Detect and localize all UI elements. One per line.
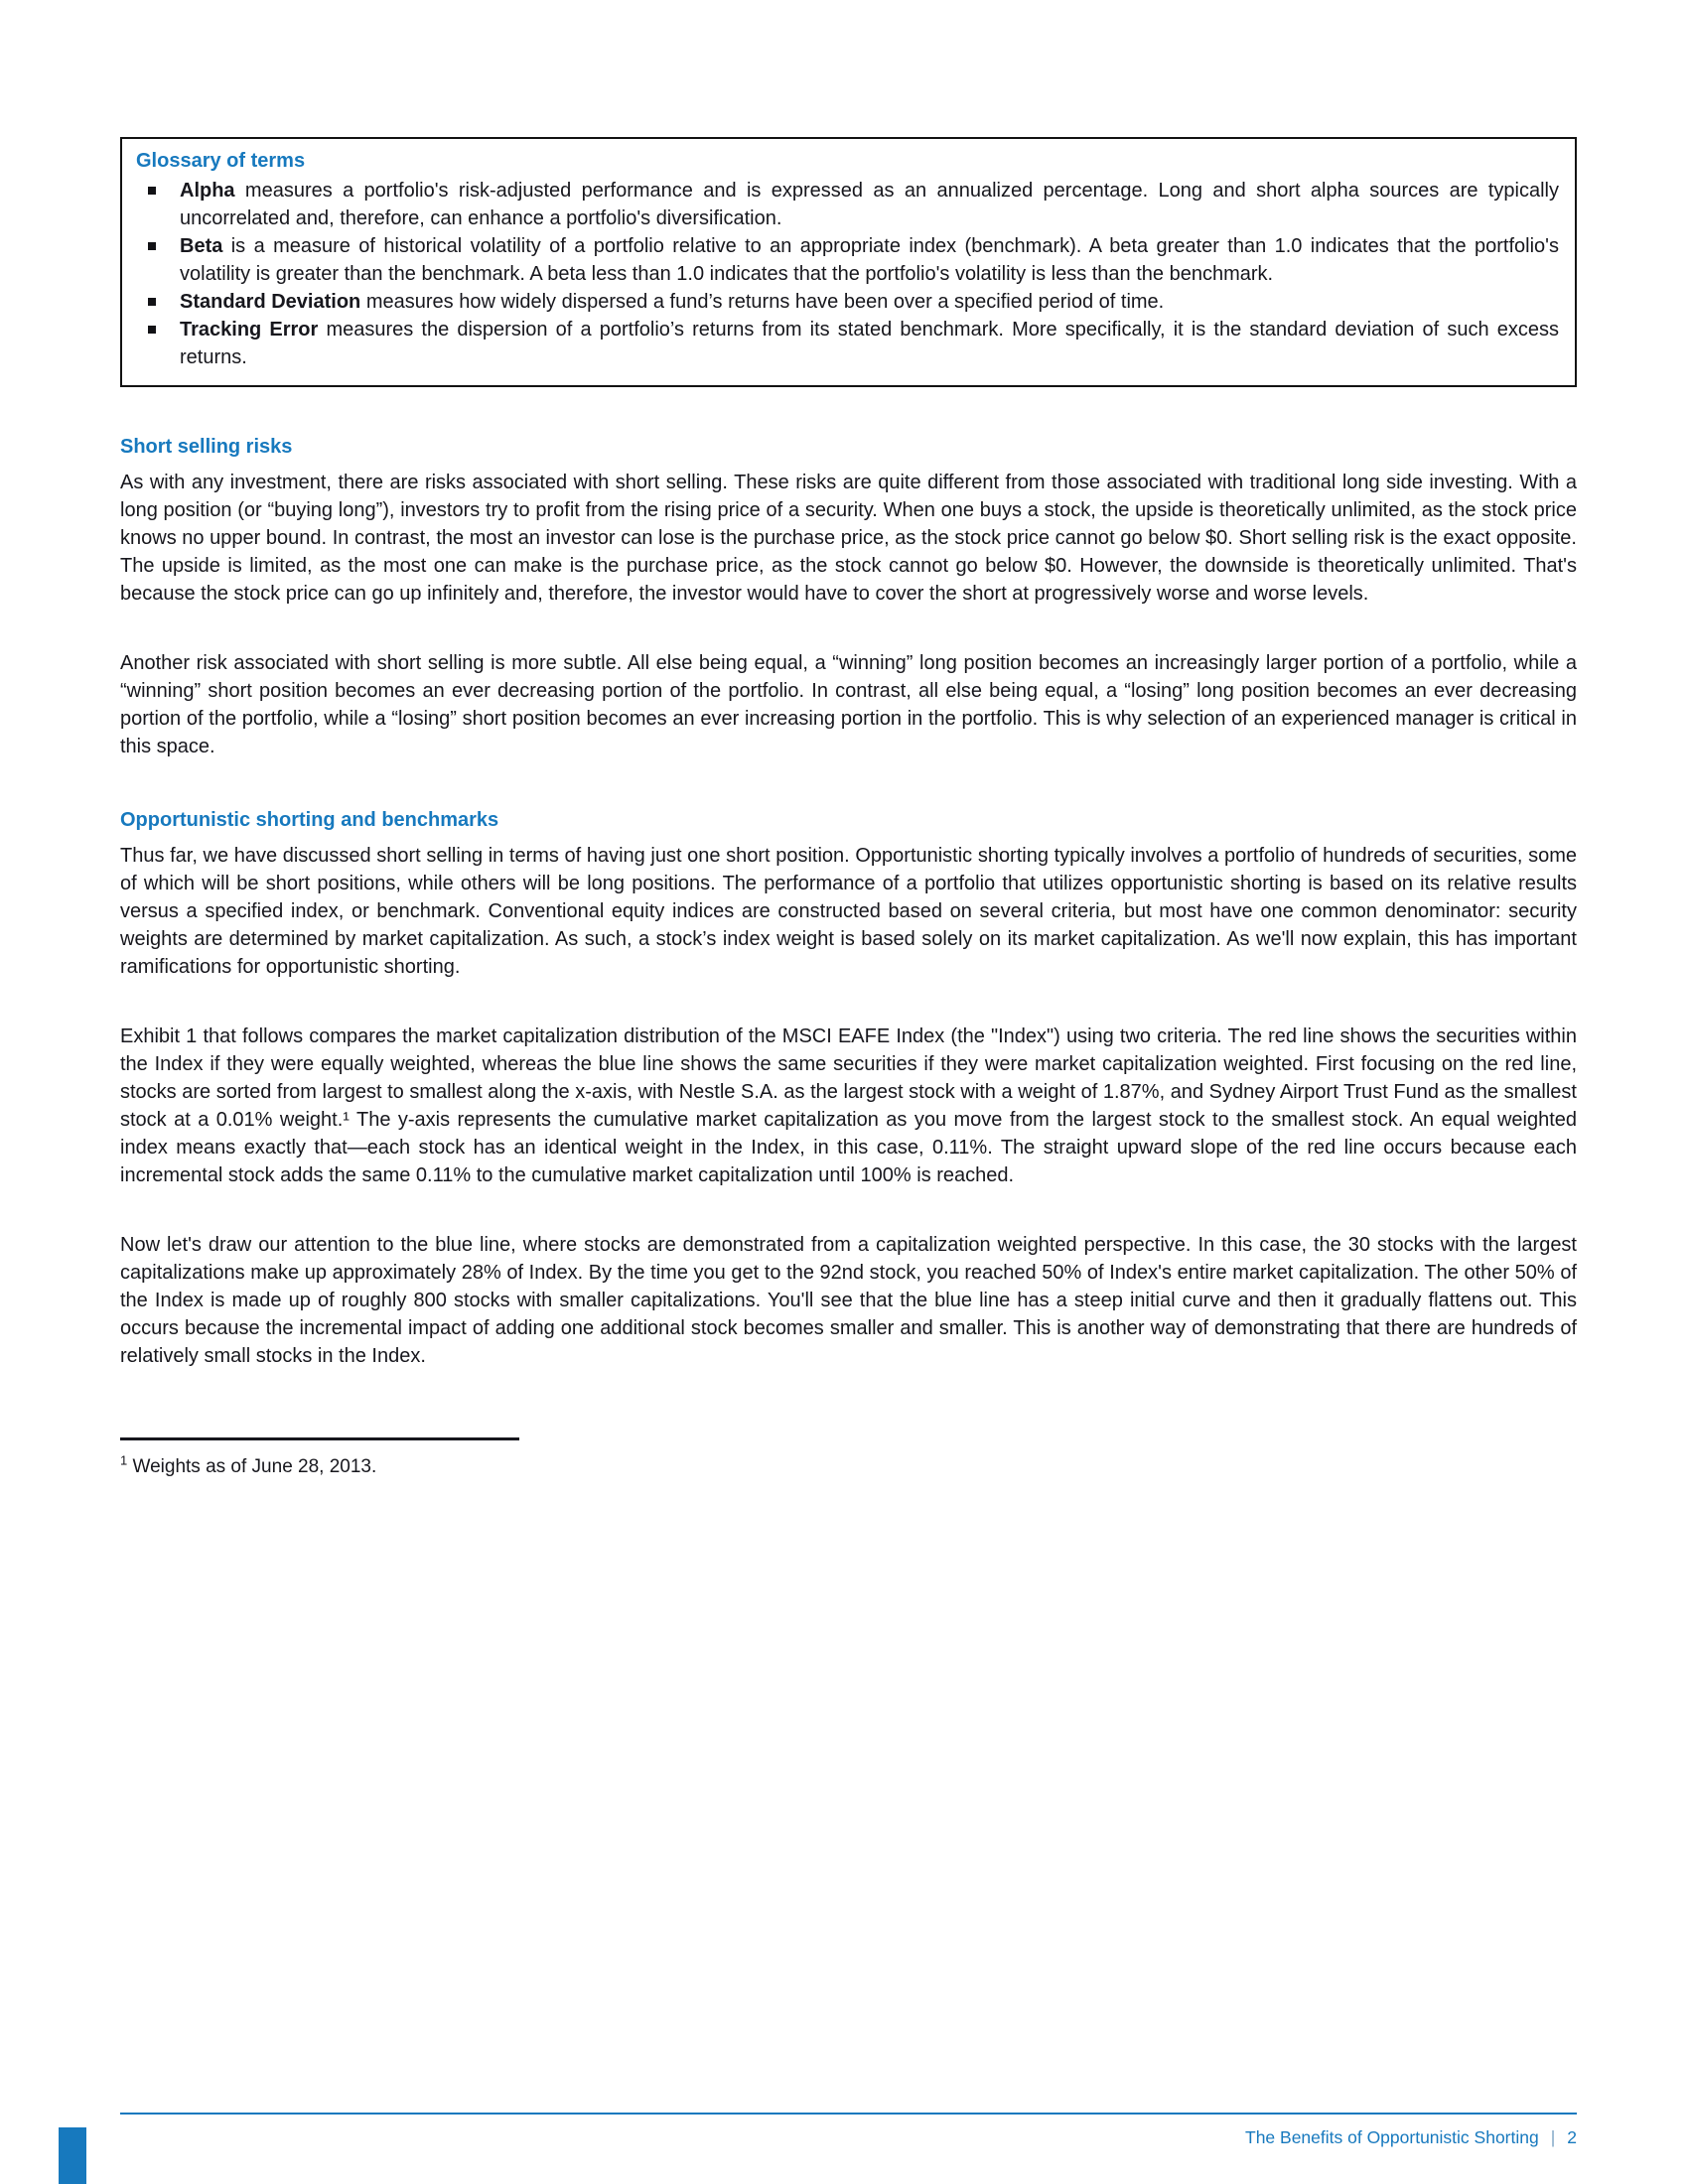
corner-accent-block [59,2127,86,2184]
glossary-box [120,137,1577,387]
square-bullet-icon [148,242,156,250]
square-bullet-icon [148,187,156,195]
page-content [120,137,1577,1480]
glossary-definition: measures the dispersion of a portfolio’s returns from its stated benchmark. More specifically, it is the standard deviation of such excess returns. [180,319,1560,368]
page-number: 2 [1567,2127,1577,2147]
footnote [120,1454,1577,1480]
footer-divider [120,2113,1577,2115]
square-bullet-icon [148,326,156,334]
glossary-item-tracking-error [136,316,1559,371]
footer-document-title: The Benefits of Opportunistic Shorting [1245,2127,1539,2147]
glossary-definition: measures how widely dispersed a fund’s returns have been over a specified period of time. [360,291,1165,313]
page-footer [1245,2125,1577,2149]
body-paragraph: Now let's draw our attention to the blue line, where stocks are demonstrated from a capitalization weighted perspective. In this case, the 30 stocks with the largest capitalizations make up approximately 28% of Index. By the time you get to the 92nd stock, you reached 50% of Index's entire market capitalization. The other 50% of the Index is made up of roughly 800 stocks with smaller capitalizations. You'll see that the blue line has a steep initial curve and then it gradually flattens out. This occurs because the incremental impact of adding one additional stock becomes smaller and smaller. This is another way of demonstrating that there are hundreds of relatively small stocks in the Index. [120,1234,1577,1367]
section-heading-opportunistic-shorting: Opportunistic shorting and benchmarks [120,809,499,831]
glossary-item-beta [136,232,1559,288]
square-bullet-icon [148,298,156,306]
glossary-item-alpha [136,177,1559,232]
glossary-item-standard-deviation [136,288,1559,316]
footer-separator: | [1550,2127,1556,2147]
glossary-term: Tracking Error [180,319,319,341]
footnote-marker: 1 [120,1452,128,1468]
glossary-title: Glossary of terms [136,150,306,172]
body-paragraph: Thus far, we have discussed short selling in terms of having just one short position. Opportunistic shorting typically involves a portfolio of hundreds of securities, some of which will be short positions, while others will be long positions. The performance of a portfolio that utilizes opportunistic shorting is based on its relative results versus a specified index, or benchmark. Conventional equity indices are constructed based on several criteria, but most have one common denominator: security weights are determined by market capitalization. As such, a stock’s index weight is based solely on its market capitalization. As we'll now explain, this has important ramifications for opportunistic shorting. [120,845,1577,978]
glossary-definition: is a measure of historical volatility of a portfolio relative to an appropriate index (benchmark). A beta greater than 1.0 indicates that the portfolio's volatility is greater than the benchmark. A beta less than 1.0 indicates that the portfolio's volatility is less than the benchmark. [180,235,1559,285]
body-paragraph: Exhibit 1 that follows compares the market capitalization distribution of the MSCI EAFE Index (the "Index") using two criteria. The red line shows the securities within the Index if they were equally weighted, whereas the blue line shows the same securities if they were market capitalization weighted. First focusing on the red line, stocks are sorted from largest to smallest along the x-axis, with Nestle S.A. as the largest stock with a weight of 1.87%, and Sydney Airport Trust Fund as the smallest stock at a 0.01% weight.¹ The y-axis represents the cumulative market capitalization as you move from the largest stock to the smallest stock. An equal weighted index means exactly that—each stock has an identical weight in the Index, in this case, 0.11%. The straight upward slope of the red line occurs because each incremental stock adds the same 0.11% to the cumulative market capitalization until 100% is reached. [120,1025,1577,1186]
body-paragraph: As with any investment, there are risks associated with short selling. These risks are quite different from those associated with traditional long side investing. With a long position (or “buying long”), investors try to profit from the rising price of a security. When one buys a stock, the upside is theoretically unlimited, as the stock price knows no upper bound. In contrast, the most an investor can lose is the purchase price, as the stock price cannot go below $0. Short selling risk is the exact opposite. The upside is limited, as the most one can make is the purchase price, as the stock cannot go below $0. However, the downside is theoretically unlimited. That's because the stock price can go up infinitely and, therefore, the investor would have to cover the short at progressively worse and worse levels. [120,472,1577,605]
section-heading-short-selling-risks: Short selling risks [120,436,293,458]
glossary-list [136,177,1559,371]
footnote-text: Weights as of June 28, 2013. [132,1456,377,1477]
glossary-definition: measures a portfolio's risk-adjusted performance and is expressed as an annualized percentage. Long and short alpha sources are typically uncorrelated and, therefore, can enhance a portfolio's diversification. [180,180,1559,229]
glossary-term: Alpha [180,180,235,202]
body-paragraph: Another risk associated with short selling is more subtle. All else being equal, a “winning” long position becomes an increasingly larger portion of a portfolio, while a “winning” short position becomes an ever decreasing portion of the portfolio. In contrast, all else being equal, a “losing” long position becomes an ever decreasing portion of the portfolio, while a “losing” short position becomes an ever increasing portion in the portfolio. This is why selection of an experienced manager is critical in this space. [120,652,1577,757]
glossary-term: Standard Deviation [180,291,361,313]
glossary-term: Beta [180,235,223,257]
footnote-divider [120,1437,519,1440]
